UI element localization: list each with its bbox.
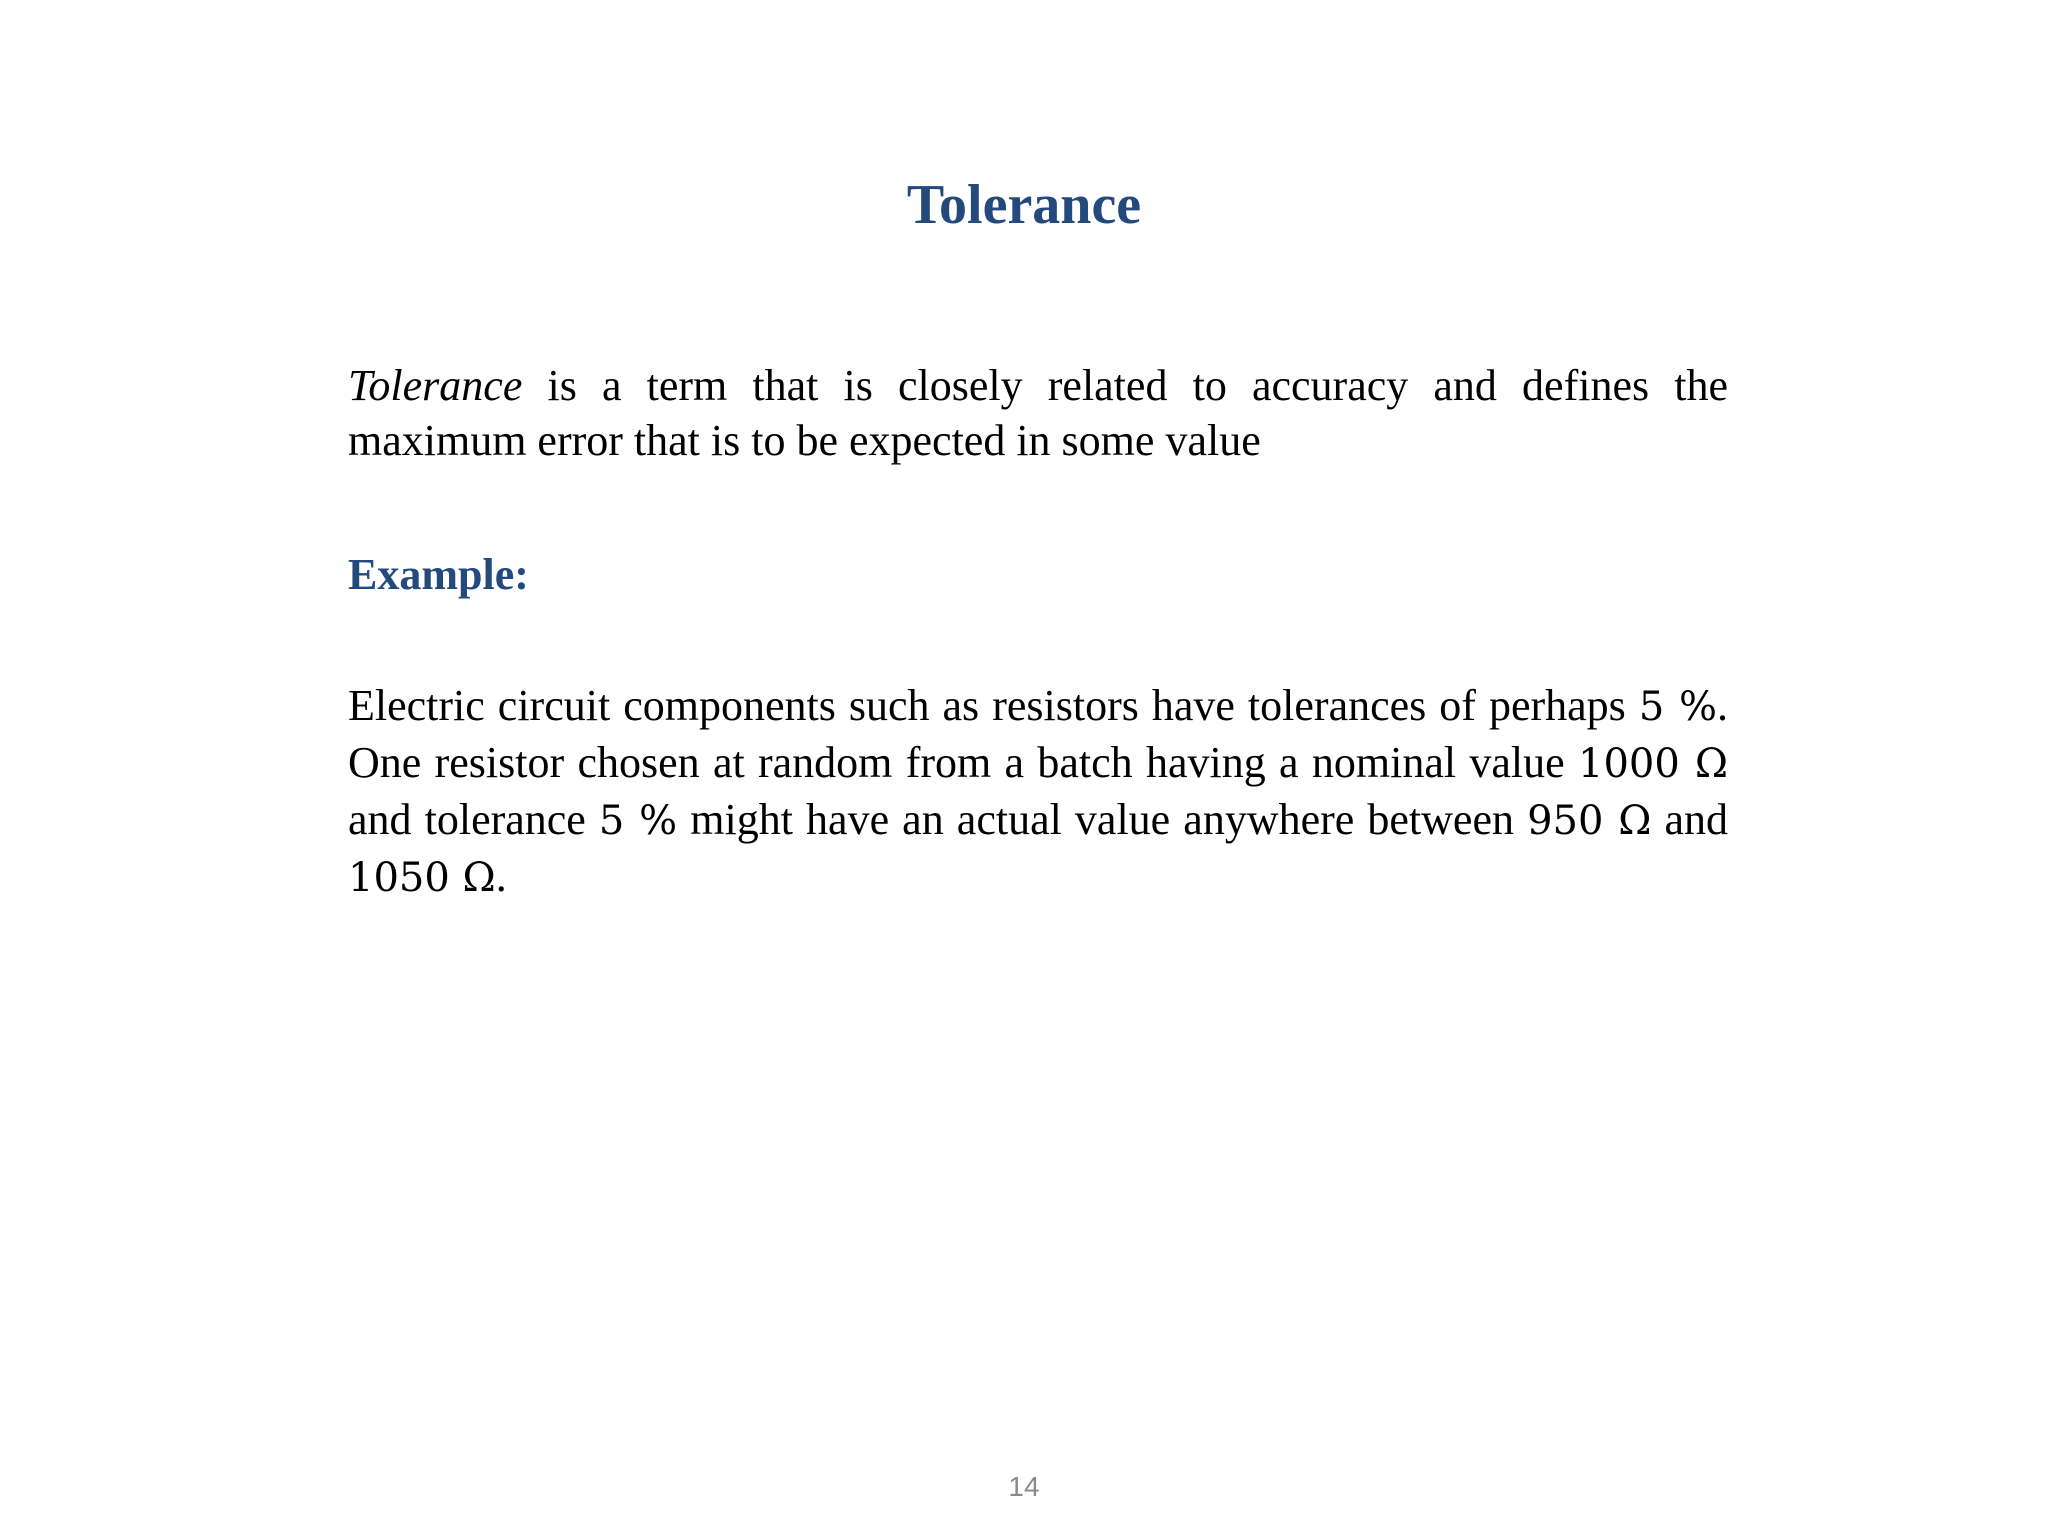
- definition-paragraph: [348, 358, 1728, 468]
- math-tolerance-percent-2: 5 %: [598, 798, 678, 844]
- definition-term: Tolerance: [348, 361, 523, 410]
- definition-text: is a term that is closely related to accuracy and defines the maximum error that is to be expected in some value: [348, 361, 1728, 465]
- example-text-1: Electric circuit components such as resistors have tolerances of perhaps: [348, 681, 1639, 730]
- example-paragraph: [348, 678, 1728, 906]
- math-nominal-value: 1000 Ω: [1578, 741, 1728, 787]
- slide-title: Tolerance: [906, 174, 1142, 236]
- definition-block: [348, 358, 1728, 468]
- example-block: [348, 678, 1728, 906]
- page-number: 14: [1008, 1471, 1040, 1502]
- math-lower-bound: 950 Ω: [1527, 798, 1652, 844]
- math-tolerance-percent: 5 %: [1638, 684, 1717, 730]
- math-upper-bound: 1050 Ω: [348, 855, 496, 901]
- example-text-2: . One resistor chosen at random from a batch having a nominal value: [348, 681, 1728, 787]
- example-heading: Example:: [348, 550, 529, 599]
- example-text-5: and: [1651, 795, 1729, 844]
- example-text-4: might have an actual value anywhere between: [677, 795, 1528, 844]
- example-text-6: .: [495, 852, 507, 901]
- example-text-3: and tolerance: [348, 795, 599, 844]
